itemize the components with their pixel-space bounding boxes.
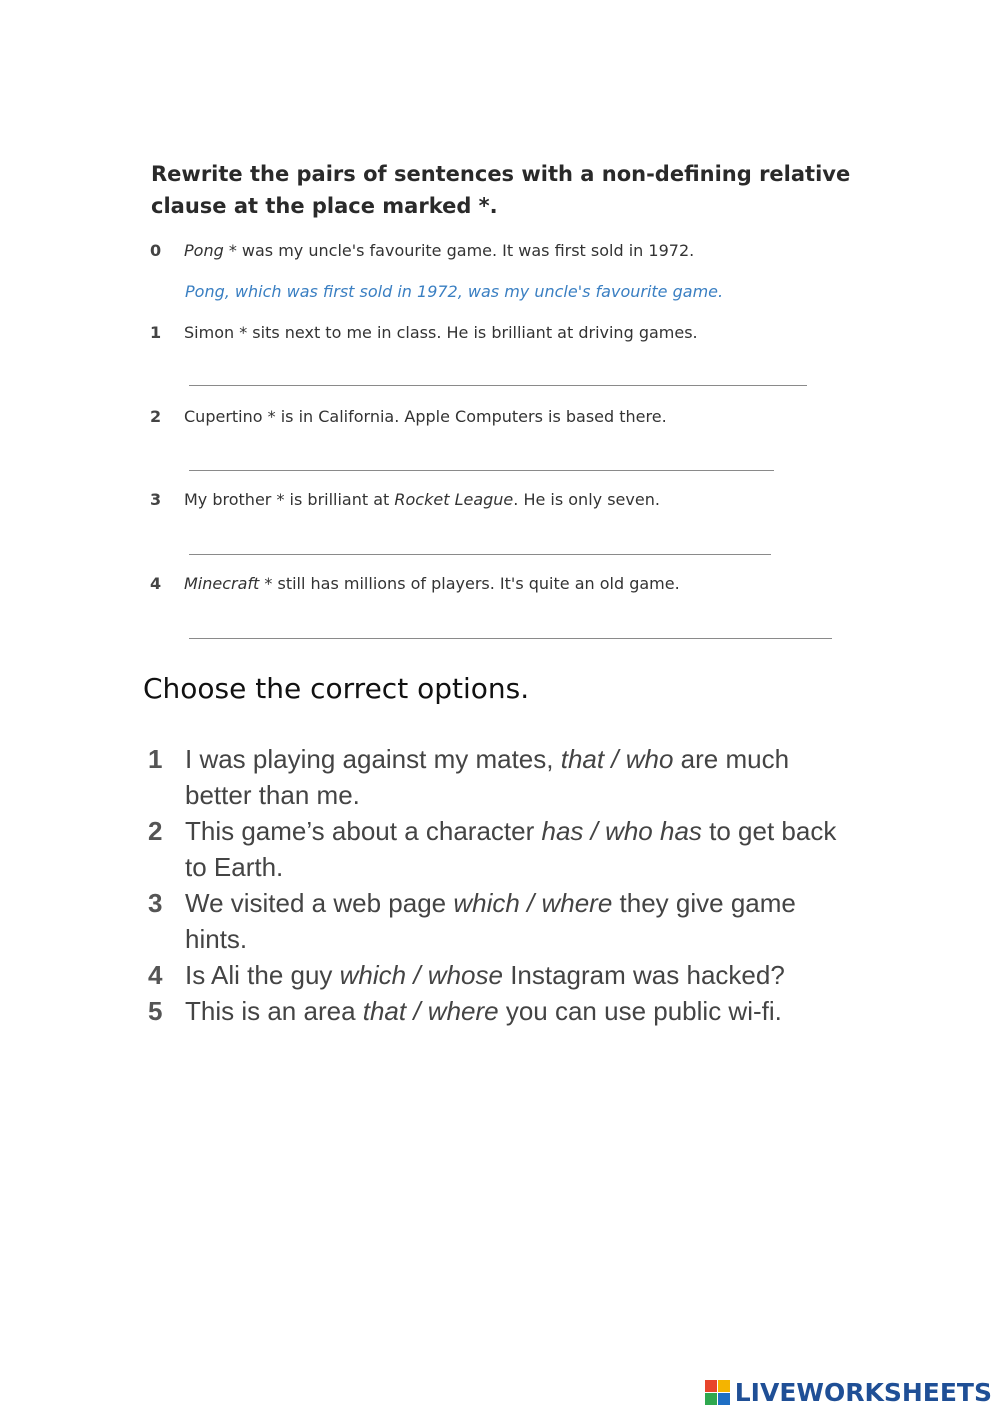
item-number: 5 [148, 996, 163, 1026]
example-item [150, 241, 694, 260]
item-number: 1 [148, 744, 163, 774]
item-text: We visited a web page [185, 888, 454, 918]
item-text: Is Ali the guy [185, 960, 340, 990]
item-text: Cupertino * is in California. Apple Computers is based there. [184, 407, 667, 426]
exercise1-item-2 [150, 407, 667, 426]
exercise2-item-5 [148, 993, 848, 1029]
answer-line-3[interactable] [189, 554, 771, 555]
item-number: 3 [148, 888, 163, 918]
item-text: to get back to Earth. [185, 816, 837, 882]
exercise2-item-2 [148, 813, 848, 885]
item-text: you can use public wi-fi. [498, 996, 782, 1026]
item-italic: Minecraft [184, 574, 260, 593]
item-italic: Pong [184, 241, 224, 260]
answer-line-1[interactable] [189, 385, 807, 386]
option-choice[interactable]: which / whose [339, 960, 503, 990]
item-number: 2 [150, 407, 162, 426]
exercise1-instructions: Rewrite the pairs of sentences with a non-defining relative clause at the place marked *. [151, 162, 851, 218]
option-choice[interactable]: has / who has [541, 816, 702, 846]
item-italic: Rocket League [394, 490, 514, 509]
item-text: I was playing against my mates, [185, 744, 561, 774]
logo-text: LIVEWORKSHEETS [734, 1378, 992, 1407]
item-number: 4 [148, 960, 163, 990]
item-text: This game’s about a character [185, 816, 542, 846]
item-number: 0 [150, 241, 162, 260]
item-text: Simon * sits next to me in class. He is brilliant at driving games. [184, 323, 698, 342]
option-choice[interactable]: that / where [362, 996, 499, 1026]
item-text: This is an area [185, 996, 363, 1026]
exercise2-instructions: Choose the correct options. [143, 672, 530, 705]
exercise2-item-3 [148, 885, 848, 957]
item-text: they give game hints. [185, 888, 796, 954]
item-text: . He is only seven. [513, 490, 660, 509]
item-text: My brother * is brilliant at [184, 490, 395, 509]
item-text: * still has millions of players. It's quite an old game. [259, 574, 680, 593]
item-text: Instagram was hacked? [502, 960, 785, 990]
exercise1-item-3 [150, 490, 660, 509]
option-choice[interactable]: that / who [560, 744, 674, 774]
answer-line-4[interactable] [189, 638, 832, 639]
option-choice[interactable]: which / where [453, 888, 613, 918]
liveworksheets-logo-icon [705, 1380, 731, 1406]
item-text: * was my uncle's favourite game. It was first sold in 1972. [223, 241, 695, 260]
liveworksheets-logo[interactable] [705, 1378, 992, 1407]
item-number: 2 [148, 816, 163, 846]
item-text: are much better than me. [185, 744, 790, 810]
item-number: 4 [150, 574, 162, 593]
item-number: 1 [150, 323, 162, 342]
answer-line-2[interactable] [189, 470, 774, 471]
exercise1-item-1 [150, 323, 698, 342]
example-answer: Pong, which was first sold in 1972, was my uncle's favourite game. [185, 282, 724, 301]
exercise1-item-4 [150, 574, 680, 593]
exercise2-item-1 [148, 741, 848, 813]
exercise2-item-4 [148, 957, 848, 993]
item-number: 3 [150, 490, 162, 509]
